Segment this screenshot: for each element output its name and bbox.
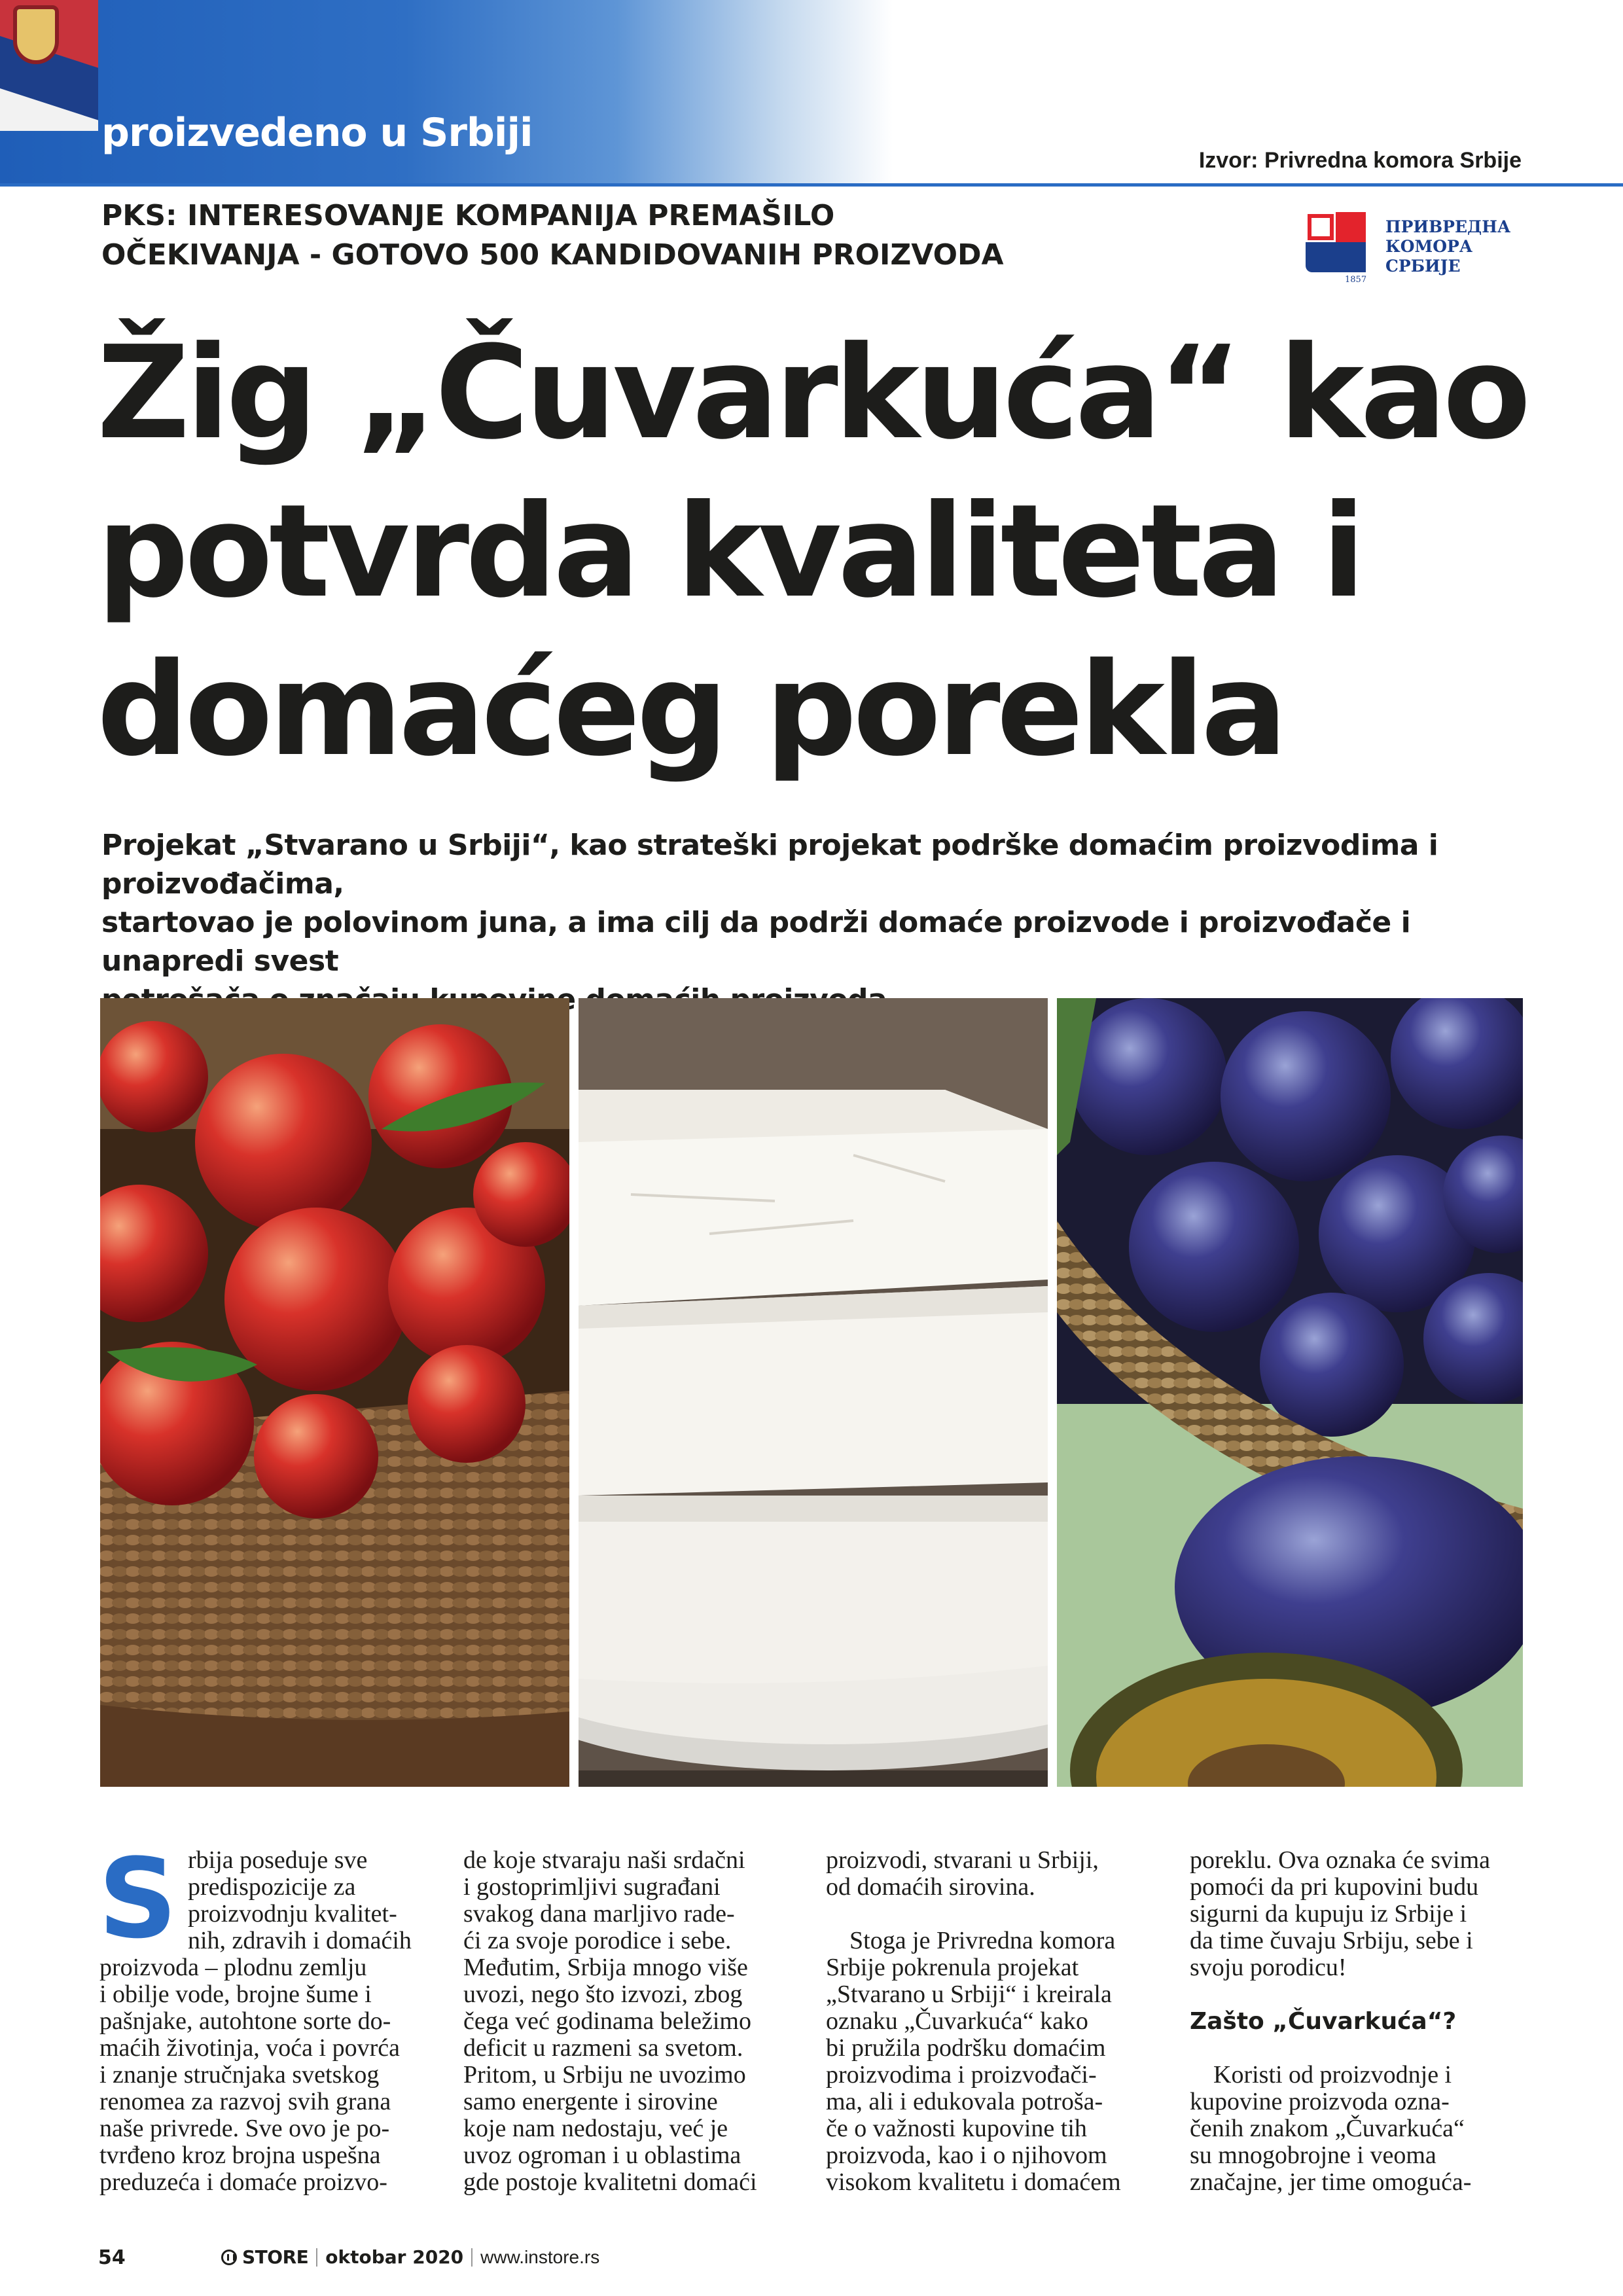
logo-text-line: КОМОРА (1385, 237, 1473, 256)
body-line: „Stvarano u Srbiji“ i kreirala (826, 1981, 1112, 2008)
body-line: značajne, jer time omogućа- (1190, 2168, 1472, 2196)
body-column-4 (1190, 1847, 1524, 2196)
lead-paragraph (101, 826, 1522, 1019)
body-line: od domaćih sirovina. (826, 1873, 1035, 1901)
body-line: rbija poseduje sve (188, 1846, 368, 1874)
body-column-2 (463, 1847, 791, 2196)
body-line: sigurni da kupuju iz Srbije i (1190, 1900, 1467, 1928)
body-line: naše privrede. Sve ovo je po- (99, 2115, 390, 2142)
serbian-flag-image (0, 0, 98, 131)
kicker-line: PKS: INTERESOVANJE KOMPANIJA PREMAŠILO (101, 199, 835, 232)
body-column-1 (98, 1835, 427, 2196)
body-line: proizvoda, kao i o njihovom (826, 2142, 1107, 2169)
footer-info (221, 2246, 599, 2268)
subheading: Zašto „Čuvarkuća“? (1190, 2008, 1457, 2035)
plums-photo (1057, 998, 1523, 1787)
headline-line: potvrda kvaliteta i (97, 477, 1362, 626)
body-line: proizvodnju kvalitet- (188, 1900, 397, 1928)
headline-line: Žig „Čuvarkuća“ kao (97, 319, 1527, 468)
body-line: samo energente i sirovine (463, 2088, 718, 2115)
body-line: Pritom, u Srbiju ne uvozimo (463, 2061, 746, 2089)
source-credit: Izvor: Privredna komora Srbije (1198, 148, 1522, 173)
body-line: proizvodi, stvarani u Srbiji, (826, 1846, 1099, 1874)
body-line: bi pružila podršku domaćim (826, 2034, 1106, 2062)
apples-photo (100, 998, 569, 1787)
issue-date: oktobar 2020 (325, 2246, 464, 2268)
header-divider (0, 183, 1623, 187)
body-column-3 (826, 1847, 1153, 2196)
lead-line: Projekat „Stvarano u Srbiji“, kao strateški projekat podrške domaćim proizvodima i proizvođačima, (101, 829, 1438, 901)
body-line: čenih znakom „Čuvarkuća“ (1190, 2115, 1465, 2142)
body-line: predispozicije za (188, 1873, 356, 1901)
kicker (101, 196, 1083, 275)
body-line: i gostoprimljivi sugrađani (463, 1873, 721, 1901)
pks-logo-text (1385, 217, 1510, 276)
headline (97, 314, 1563, 789)
kicker-line: OČEKIVANJA - GOTOVO 500 KANDIDOVANIH PROIZVODA (101, 238, 1004, 272)
body-line: Koristi od proizvodnje i (1213, 2061, 1452, 2089)
page-number: 54 (98, 2246, 126, 2269)
body-line: proizvodima i proizvođači- (826, 2061, 1097, 2089)
website-link[interactable]: www.instore.rs (480, 2246, 600, 2267)
logo-text-line: СРБИЈЕ (1385, 257, 1461, 276)
body-line: poreklu. Ova oznaka će svima (1190, 1846, 1490, 1874)
logo-year: 1857 (1345, 275, 1367, 285)
body-line: i znanje stručnjaka svetskog (99, 2061, 380, 2089)
body-line: Međutim, Srbija mnogo više (463, 1954, 748, 1981)
magazine-name: STORE (242, 2246, 309, 2268)
body-line: koje nam nedostaju, već je (463, 2115, 728, 2142)
headline-line: domaćeg porekla (97, 636, 1284, 785)
body-line: visokom kvalitetu i domaćem (826, 2168, 1121, 2196)
section-label: proizvedeno u Srbiji (101, 110, 533, 156)
body-line: čega već godinama beležimo (463, 2007, 751, 2035)
body-line: oznaku „Čuvarkuća“ kako (826, 2007, 1088, 2035)
body-line: deficit u razmeni sa svetom. (463, 2034, 743, 2062)
body-line: de koje stvaraju naši srdačni (463, 1846, 745, 1874)
body-line: i obilje vode, brojne šume i (99, 1981, 372, 2008)
body-line: Stoga je Privredna komora (849, 1927, 1116, 1954)
body-line: svakog dana marljivo rade- (463, 1900, 735, 1928)
body-line: preduzeća i domaće proizvo- (99, 2168, 387, 2196)
magazine-logo-icon (221, 2250, 237, 2265)
pks-logo (1306, 209, 1522, 295)
body-line: maćih životinja, voća i povrća (99, 2034, 400, 2062)
body-line: uvoz ogroman i u oblastima (463, 2142, 741, 2169)
body-line: su mnogobrojne i veoma (1190, 2142, 1436, 2169)
body-line: pomoći da pri kupovini budu (1190, 1873, 1479, 1901)
cheese-photo (579, 998, 1048, 1787)
drop-cap: S (98, 1835, 177, 1963)
body-line: renomea za razvoj svih grana (99, 2088, 391, 2115)
footer-separator (316, 2248, 317, 2267)
body-line: nih, zdravih i domaćih (188, 1927, 412, 1954)
body-line: pašnjake, autohtone sorte do- (99, 2007, 391, 2035)
body-line: uvozi, nego što izvozi, zbog (463, 1981, 743, 2008)
body-line: Srbije pokrenula projekat (826, 1954, 1079, 1981)
body-line: proizvoda – plodnu zemlju (99, 1954, 367, 1981)
lead-line: startovao je polovinom juna, a ima cilj da podrži domaće proizvode i proizvođače i unapredi svest (101, 906, 1411, 978)
body-line: svoju porodicu! (1190, 1954, 1347, 1981)
footer-separator (471, 2248, 473, 2267)
body-line: ma, ali i edukovala potroša- (826, 2088, 1103, 2115)
pks-emblem-icon (1306, 212, 1378, 284)
body-line: da time čuvaju Srbiju, sebe i (1190, 1927, 1473, 1954)
coat-of-arms-icon (13, 5, 59, 64)
body-line: ći za svoje porodice i sebe. (463, 1927, 732, 1954)
body-line: če o važnosti kupovine tih (826, 2115, 1087, 2142)
body-line: tvrđeno kroz brojna uspešna (99, 2142, 381, 2169)
body-line: kupovine proizvoda ozna- (1190, 2088, 1450, 2115)
logo-text-line: ПРИВРЕДНА (1385, 217, 1511, 236)
body-line: gde postoje kvalitetni domaći (463, 2168, 757, 2196)
